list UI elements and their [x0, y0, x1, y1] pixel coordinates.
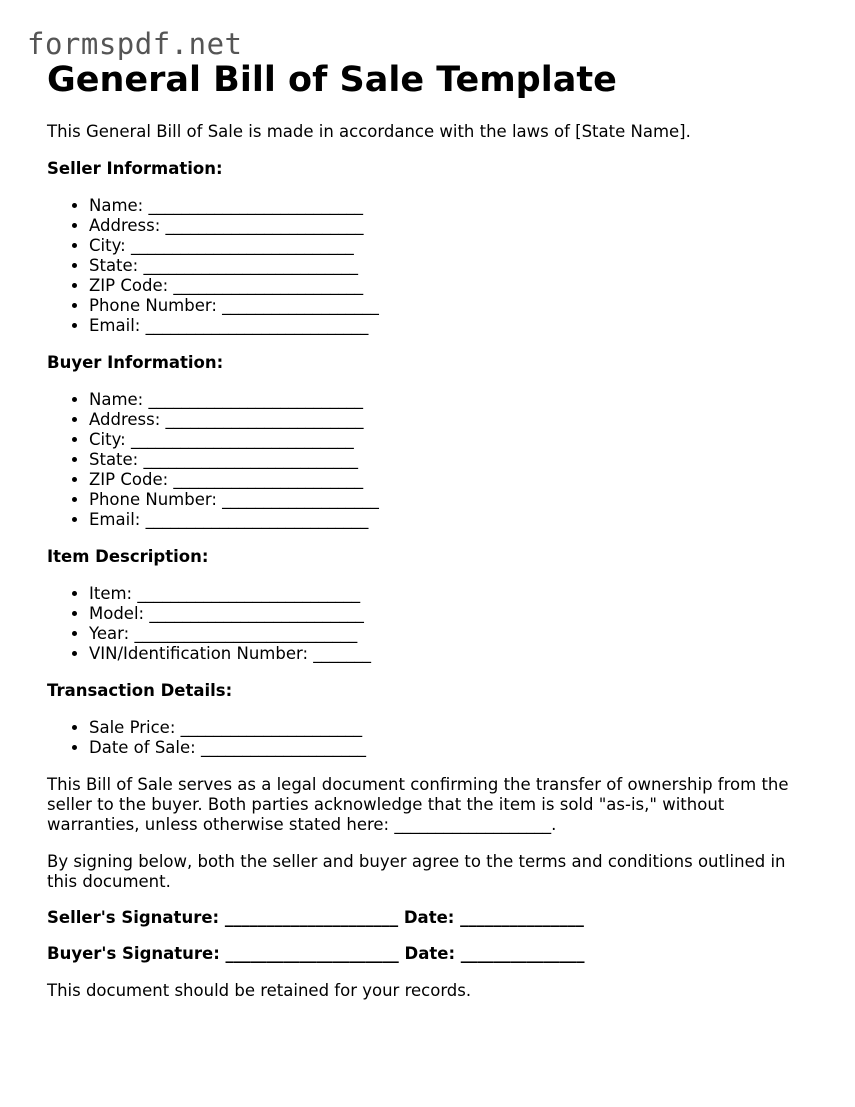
seller-state-field: • State: __________________________ — [89, 256, 817, 276]
transaction-section-heading: Transaction Details: — [47, 681, 233, 700]
sale-price-field: • Sale Price: ______________________ — [89, 718, 817, 738]
legal-paragraph: This Bill of Sale serves as a legal document confirming the transfer of ownership from the seller to the buyer. Both parties acknowledge that the item is sold "as-is," without warranties, unless otherwise stated here: ___________________. — [47, 775, 789, 834]
item-year-field: • Year: ___________________________ — [89, 624, 817, 644]
buyer-name-field: • Name: __________________________ — [89, 390, 817, 410]
seller-signature-line: Seller's Signature: _____________________ Date: _______________ — [47, 908, 584, 927]
buyer-zip-field: • ZIP Code: _______________________ — [89, 470, 817, 490]
sale-date-field: • Date of Sale: ____________________ — [89, 738, 817, 758]
watermark-text: formspdf.net — [27, 27, 243, 61]
closing-note: This document should be retained for your records. — [47, 981, 472, 1000]
seller-section-heading: Seller Information: — [47, 159, 223, 178]
document-page — [47, 58, 817, 1001]
buyer-field-list — [47, 390, 817, 530]
buyer-section-heading: Buyer Information: — [47, 353, 224, 372]
seller-city-field: • City: ___________________________ — [89, 236, 817, 256]
buyer-signature-line: Buyer's Signature: _____________________ Date: _______________ — [47, 944, 585, 963]
item-vin-field: • VIN/Identification Number: _______ — [89, 644, 817, 664]
buyer-address-field: • Address: ________________________ — [89, 410, 817, 430]
item-field-list — [47, 584, 817, 664]
agreement-paragraph: By signing below, both the seller and buyer agree to the terms and conditions outlined in this document. — [47, 852, 786, 891]
seller-name-field: • Name: __________________________ — [89, 196, 817, 216]
transaction-field-list — [47, 718, 817, 758]
item-name-field: • Item: ___________________________ — [89, 584, 817, 604]
seller-field-list — [47, 196, 817, 336]
buyer-phone-field: • Phone Number: ___________________ — [89, 490, 817, 510]
item-model-field: • Model: __________________________ — [89, 604, 817, 624]
buyer-state-field: • State: __________________________ — [89, 450, 817, 470]
seller-zip-field: • ZIP Code: _______________________ — [89, 276, 817, 296]
intro-paragraph: This General Bill of Sale is made in accordance with the laws of [State Name]. — [47, 122, 691, 141]
buyer-email-field: • Email: ___________________________ — [89, 510, 817, 530]
seller-address-field: • Address: ________________________ — [89, 216, 817, 236]
buyer-city-field: • City: ___________________________ — [89, 430, 817, 450]
item-section-heading: Item Description: — [47, 547, 209, 566]
document-title: General Bill of Sale Template — [47, 60, 617, 100]
seller-email-field: • Email: ___________________________ — [89, 316, 817, 336]
seller-phone-field: • Phone Number: ___________________ — [89, 296, 817, 316]
